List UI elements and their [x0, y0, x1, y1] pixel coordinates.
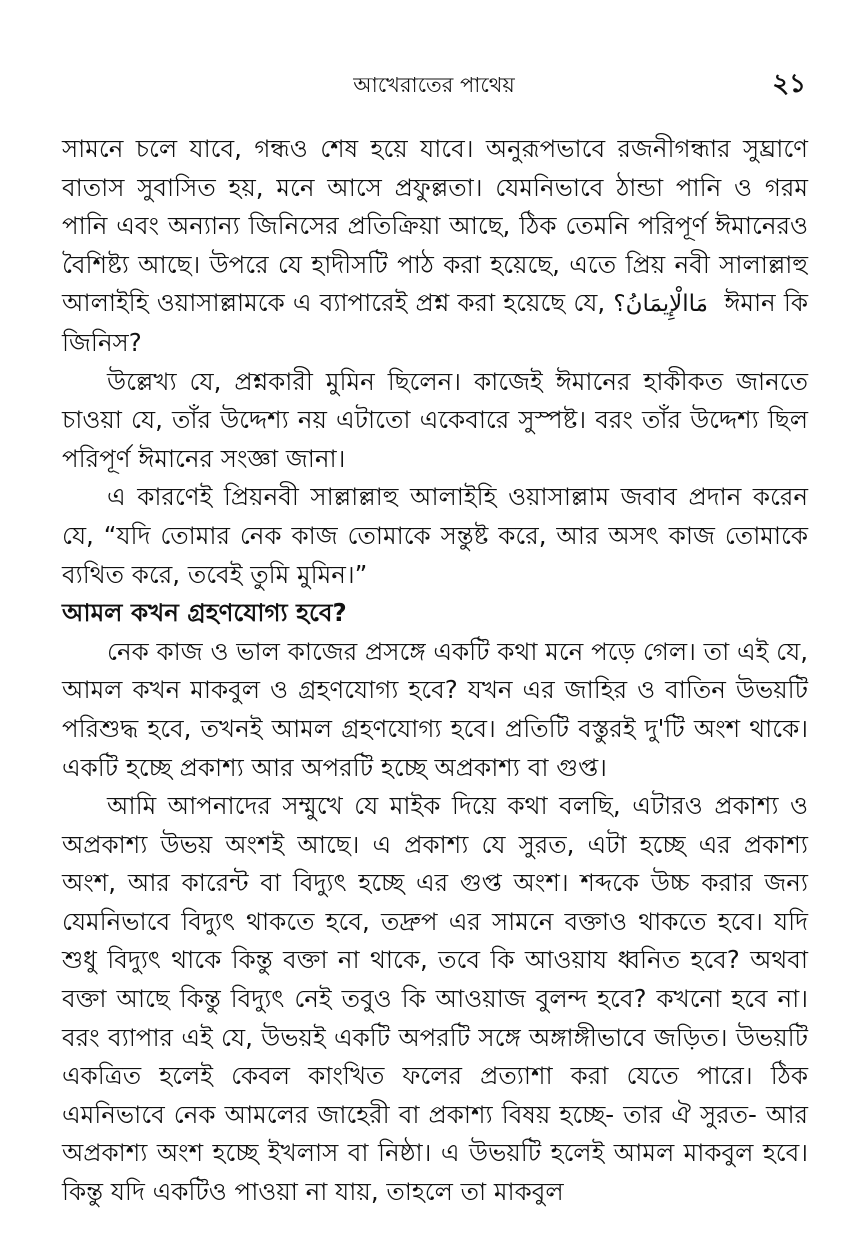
- paragraph-2: উল্লেখ্য যে, প্রশ্নকারী মুমিন ছিলেন। কাজেই ঈমানের হাকীকত জানতে চাওয়া যে, তাঁর উদ্দেশ্য নয় এটাতো একেবারে সুস্পষ্ট। বরং তাঁর উদ্দেশ্য ছিল পরিপূর্ণ ঈমানের সংজ্ঞা জানা।: [62, 366, 808, 473]
- paragraph-5: আমি আপনাদের সম্মুখে যে মাইক দিয়ে কথা বলছি, এটারও প্রকাশ্য ও অপ্রকাশ্য উভয় অংশই আছে। এ প্রকাশ্য যে সুরত, এটা হচ্ছে এর প্রকাশ্য অংশ, আর কারেন্ট বা বিদ্যুৎ হচ্ছে এর গুপ্ত অংশ। শব্দকে উচ্চ করার জন্য যেমনিভাবে বিদ্যুৎ থাকতে হবে, তদ্রুপ এর সামনে বক্তাও থাকতে হবে। যদি শুধু বিদ্যুৎ থাকে কিন্তু বক্তা না থাকে, তবে কি আওয়ায ধ্বনিত হবে? অথবা বক্তা আছে কিন্তু বিদ্যুৎ নেই তবুও কি আওয়াজ বুলন্দ হবে? কখনো হবে না। বরং ব্যাপার এই যে, উভয়ই একটি অপরটি সঙ্গে অঙ্গাঙ্গীভাবে জড়িত। উভয়টি একত্রিত হলেই কেবল কাংখিত ফলের প্রত্যাশা করা যেতে পারে। ঠিক এমনিভাবে নেক আমলের জাহেরী বা প্রকাশ্য বিষয় হচ্ছে- তার ঐ সুরত- আর অপ্রকাশ্য অংশ হচ্ছে ইখলাস বা নিষ্ঠা। এ উভয়টি হলেই আমল মাকবুল হবে। কিন্তু যদি একটিও পাওয়া না যায়, তাহলে তা মাকবুল: [62, 791, 808, 1207]
- page-number: ২১: [772, 69, 806, 99]
- paragraph-1-translation: ঈমান কি জিনিস?: [62, 288, 809, 357]
- running-header: [0, 70, 868, 104]
- paragraph-3: এ কারণেই প্রিয়নবী সাল্লাল্লাহু আলাইহি ওয়াসাল্লাম জবাব প্রদান করেন যে, “যদি তোমার নেক কাজ তোমাকে সন্তুষ্ট করে, আর অসৎ কাজ তোমাকে ব্যথিত করে, তবেই তুমি মুমিন।”: [62, 482, 808, 589]
- arabic-phrase: مَاالْإِيمَانُ؟: [613, 291, 708, 318]
- running-title: আখেরাতের পাথেয়: [353, 73, 515, 97]
- paragraph-1-text: সামনে চলে যাবে, গন্ধও শেষ হয়ে যাবে। অনুরূপভাবে রজনীগন্ধার সুঘ্রাণে বাতাস সুবাসিত হয়, মনে আসে প্রফুল্লতা। যেমনিভাবে ঠান্ডা পানি ও গরম পানি এবং অন্যান্য জিনিসের প্রতিক্রিয়া আছে, ঠিক তেমনি পরিপূর্ণ ঈমানেরও বৈশিষ্ট্য আছে। উপরে যে হাদীসটি পাঠ করা হয়েছে, এতে প্রিয় নবী সালাল্লাহু আলাইহি ওয়াসাল্লামকে এ ব্যাপারেই প্রশ্ন করা হয়েছে যে,: [62, 134, 808, 318]
- body-text: [62, 130, 808, 1212]
- paragraph-4: নেক কাজ ও ভাল কাজের প্রসঙ্গে একটি কথা মনে পড়ে গেল। তা এই যে, আমল কখন মাকবুল ও গ্রহণযোগ্য হবে? যখন এর জাহির ও বাতিন উভয়টি পরিশুদ্ধ হবে, তখনই আমল গ্রহণযোগ্য হবে। প্রতিটি বস্তুরই দু'টি অংশ থাকে। একটি হচ্ছে প্রকাশ্য আর অপরটি হচ্ছে অপ্রকাশ্য বা গুপ্ত।: [62, 636, 808, 782]
- paragraph-1: [62, 130, 808, 363]
- section-heading: আমল কখন গ্রহণযোগ্য হবে?: [62, 598, 347, 628]
